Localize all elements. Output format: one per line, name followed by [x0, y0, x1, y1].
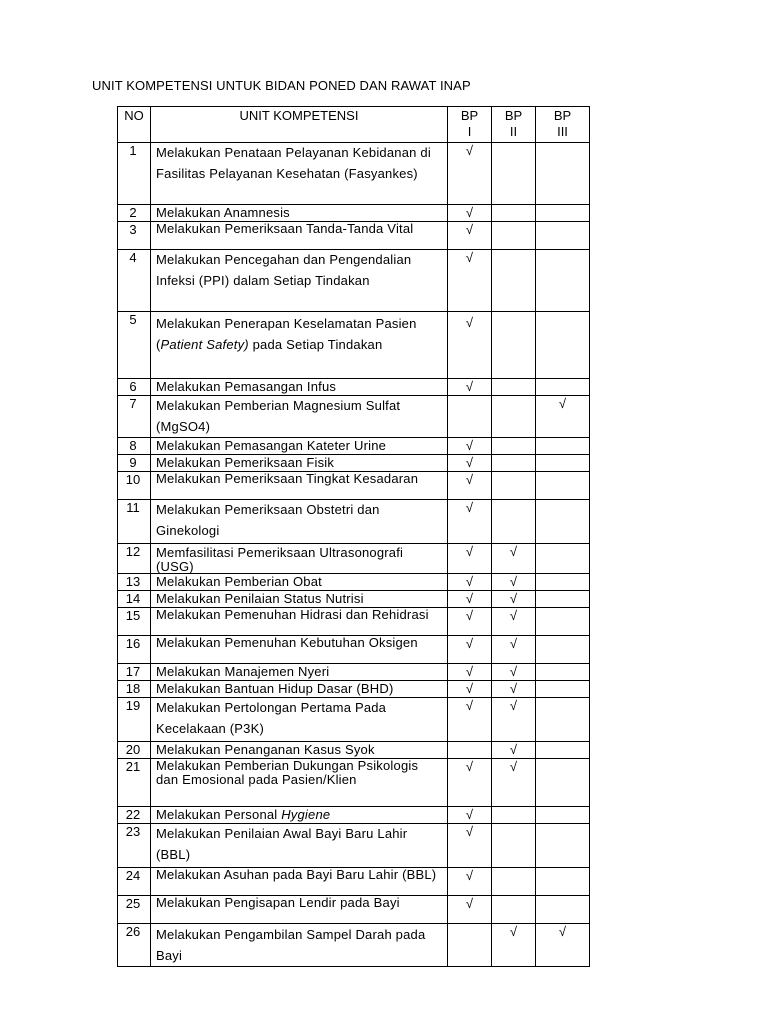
header-bp1: [448, 107, 492, 143]
competency-table: [117, 106, 590, 967]
row-number: 16: [118, 636, 151, 664]
row-number: 3: [118, 222, 151, 250]
bp2-check: √: [492, 664, 536, 681]
bp3-check: √: [536, 924, 590, 967]
bp3-check: [536, 143, 590, 205]
bp3-check: [536, 312, 590, 379]
header-bp1-label: BP I: [460, 108, 479, 139]
bp3-check: [536, 544, 590, 574]
row-number: 1: [118, 143, 151, 205]
competency-text-part: Melakukan Penerapan Keselamatan Pasien (: [156, 316, 417, 352]
row-number: 12: [118, 544, 151, 574]
table-row: [118, 379, 590, 396]
table-row: [118, 698, 590, 742]
bp1-check: √: [448, 636, 492, 664]
competency-text: Melakukan Asuhan pada Bayi Baru Lahir (BBL): [151, 868, 448, 896]
table-header-row: [118, 107, 590, 143]
bp2-check: [492, 143, 536, 205]
bp2-check: [492, 205, 536, 222]
bp1-check: √: [448, 500, 492, 544]
bp2-check: √: [492, 574, 536, 591]
table-row: [118, 438, 590, 455]
bp1-check: √: [448, 896, 492, 924]
row-number: 2: [118, 205, 151, 222]
table-row: [118, 759, 590, 807]
table-row: [118, 396, 590, 438]
bp3-check: [536, 574, 590, 591]
row-number: 20: [118, 742, 151, 759]
row-number: 24: [118, 868, 151, 896]
bp2-check: √: [492, 636, 536, 664]
row-number: 7: [118, 396, 151, 438]
row-number: 21: [118, 759, 151, 807]
competency-text: Melakukan Pemberian Dukungan Psikologis dan Emosional pada Pasien/Klien: [151, 759, 448, 807]
competency-text: Melakukan Penilaian Status Nutrisi: [151, 591, 448, 608]
header-bp2-label: BP II: [504, 108, 523, 139]
row-number: 11: [118, 500, 151, 544]
bp1-check: √: [448, 205, 492, 222]
bp1-check: √: [448, 379, 492, 396]
competency-text: Melakukan Pengisapan Lendir pada Bayi: [151, 896, 448, 924]
row-number: 25: [118, 896, 151, 924]
row-number: 6: [118, 379, 151, 396]
competency-text: Melakukan Anamnesis: [151, 205, 448, 222]
row-number: 5: [118, 312, 151, 379]
bp3-check: [536, 500, 590, 544]
bp1-check: √: [448, 438, 492, 455]
bp2-check: [492, 379, 536, 396]
bp3-check: [536, 591, 590, 608]
table-row: [118, 205, 590, 222]
page-title: UNIT KOMPETENSI UNTUK BIDAN PONED DAN RAWAT INAP: [92, 78, 471, 93]
bp3-check: [536, 222, 590, 250]
competency-text-part: Melakukan Personal: [156, 807, 282, 822]
competency-text: Melakukan Pemasangan Kateter Urine: [151, 438, 448, 455]
bp1-check: √: [448, 664, 492, 681]
row-number: 18: [118, 681, 151, 698]
bp2-check: [492, 438, 536, 455]
row-number: 10: [118, 472, 151, 500]
competency-text: Melakukan Pemberian Magnesium Sulfat (MgSO4): [151, 396, 448, 438]
row-number: 17: [118, 664, 151, 681]
bp2-check: [492, 250, 536, 312]
bp2-check: [492, 807, 536, 824]
bp2-check: [492, 312, 536, 379]
bp1-check: √: [448, 698, 492, 742]
table-row: [118, 455, 590, 472]
row-number: 22: [118, 807, 151, 824]
bp1-check: √: [448, 868, 492, 896]
competency-text: Melakukan Pemeriksaan Tanda-Tanda Vital: [151, 222, 448, 250]
bp2-check: [492, 455, 536, 472]
table-row: [118, 868, 590, 896]
table-row: [118, 664, 590, 681]
bp1-check: √: [448, 824, 492, 868]
row-number: 19: [118, 698, 151, 742]
bp1-check: [448, 742, 492, 759]
table-row: [118, 143, 590, 205]
competency-text: Melakukan Pemeriksaan Obstetri dan Ginekologi: [151, 500, 448, 544]
bp3-check: [536, 250, 590, 312]
competency-text-italic: Hygiene: [281, 807, 331, 822]
bp1-check: √: [448, 312, 492, 379]
competency-text: Melakukan Pengambilan Sampel Darah pada Bayi: [151, 924, 448, 967]
header-bp2: [492, 107, 536, 143]
row-number: 8: [118, 438, 151, 455]
header-bp3-label: BP III: [553, 108, 572, 139]
bp1-check: √: [448, 143, 492, 205]
bp1-check: [448, 924, 492, 967]
table-row: [118, 807, 590, 824]
bp3-check: √: [536, 396, 590, 438]
table-row: [118, 924, 590, 967]
bp1-check: [448, 396, 492, 438]
competency-text: Melakukan Penanganan Kasus Syok: [151, 742, 448, 759]
bp2-check: [492, 868, 536, 896]
bp3-check: [536, 868, 590, 896]
bp3-check: [536, 664, 590, 681]
competency-text: Melakukan Pertolongan Pertama Pada Kecelakaan (P3K): [151, 698, 448, 742]
bp1-check: √: [448, 544, 492, 574]
competency-text: Melakukan Bantuan Hidup Dasar (BHD): [151, 681, 448, 698]
table-row: [118, 608, 590, 636]
table-row: [118, 222, 590, 250]
bp1-check: √: [448, 681, 492, 698]
bp3-check: [536, 636, 590, 664]
competency-text: Melakukan Pemeriksaan Fisik: [151, 455, 448, 472]
row-number: 23: [118, 824, 151, 868]
competency-text: Melakukan Pencegahan dan Pengendalian Infeksi (PPI) dalam Setiap Tindakan: [151, 250, 448, 312]
bp1-check: √: [448, 574, 492, 591]
bp3-check: [536, 896, 590, 924]
competency-text: Melakukan Manajemen Nyeri: [151, 664, 448, 681]
bp2-check: [492, 824, 536, 868]
bp2-check: √: [492, 698, 536, 742]
bp3-check: [536, 438, 590, 455]
bp2-check: [492, 500, 536, 544]
table-row: [118, 544, 590, 574]
competency-text: [151, 312, 448, 379]
table-row: [118, 312, 590, 379]
bp2-check: [492, 222, 536, 250]
bp1-check: √: [448, 455, 492, 472]
bp2-check: [492, 896, 536, 924]
bp1-check: √: [448, 807, 492, 824]
row-number: 14: [118, 591, 151, 608]
row-number: 4: [118, 250, 151, 312]
competency-text: Melakukan Pemeriksaan Tingkat Kesadaran: [151, 472, 448, 500]
competency-text-italic: Patient Safety): [160, 336, 249, 352]
table-row: [118, 742, 590, 759]
bp3-check: [536, 205, 590, 222]
table-row: [118, 500, 590, 544]
competency-text: Memfasilitasi Pemeriksaan Ultrasonografi (USG): [151, 544, 448, 574]
competency-text: Melakukan Pemenuhan Hidrasi dan Rehidrasi: [151, 608, 448, 636]
bp3-check: [536, 608, 590, 636]
competency-text: Melakukan Pemenuhan Kebutuhan Oksigen: [151, 636, 448, 664]
table-row: [118, 824, 590, 868]
bp1-check: √: [448, 472, 492, 500]
bp2-check: √: [492, 681, 536, 698]
bp2-check: √: [492, 759, 536, 807]
bp2-check: √: [492, 591, 536, 608]
bp2-check: √: [492, 544, 536, 574]
bp1-check: √: [448, 591, 492, 608]
table-row: [118, 472, 590, 500]
bp3-check: [536, 759, 590, 807]
bp2-check: √: [492, 608, 536, 636]
table-row: [118, 591, 590, 608]
bp3-check: [536, 807, 590, 824]
bp3-check: [536, 824, 590, 868]
competency-text: Melakukan Pemberian Obat: [151, 574, 448, 591]
bp1-check: √: [448, 608, 492, 636]
table-row: [118, 574, 590, 591]
header-no: NO: [118, 107, 151, 143]
bp1-check: √: [448, 250, 492, 312]
competency-text: Melakukan Pemasangan Infus: [151, 379, 448, 396]
row-number: 9: [118, 455, 151, 472]
bp3-check: [536, 379, 590, 396]
row-number: 13: [118, 574, 151, 591]
bp2-check: √: [492, 742, 536, 759]
table-row: [118, 636, 590, 664]
bp2-check: [492, 396, 536, 438]
bp3-check: [536, 455, 590, 472]
bp1-check: √: [448, 759, 492, 807]
bp2-check: √: [492, 924, 536, 967]
row-number: 15: [118, 608, 151, 636]
table-row: [118, 250, 590, 312]
competency-text: Melakukan Penataan Pelayanan Kebidanan di Fasilitas Pelayanan Kesehatan (Fasyankes): [151, 143, 448, 205]
header-unit: UNIT KOMPETENSI: [151, 107, 448, 143]
competency-text-part: pada Setiap Tindakan: [248, 336, 383, 352]
table-row: [118, 896, 590, 924]
bp2-check: [492, 472, 536, 500]
table-row: [118, 681, 590, 698]
competency-text: Melakukan Penilaian Awal Bayi Baru Lahir (BBL): [151, 824, 448, 868]
row-number: 26: [118, 924, 151, 967]
bp3-check: [536, 472, 590, 500]
competency-text: [151, 807, 448, 824]
bp3-check: [536, 742, 590, 759]
bp3-check: [536, 681, 590, 698]
bp1-check: √: [448, 222, 492, 250]
bp3-check: [536, 698, 590, 742]
header-bp3: [536, 107, 590, 143]
